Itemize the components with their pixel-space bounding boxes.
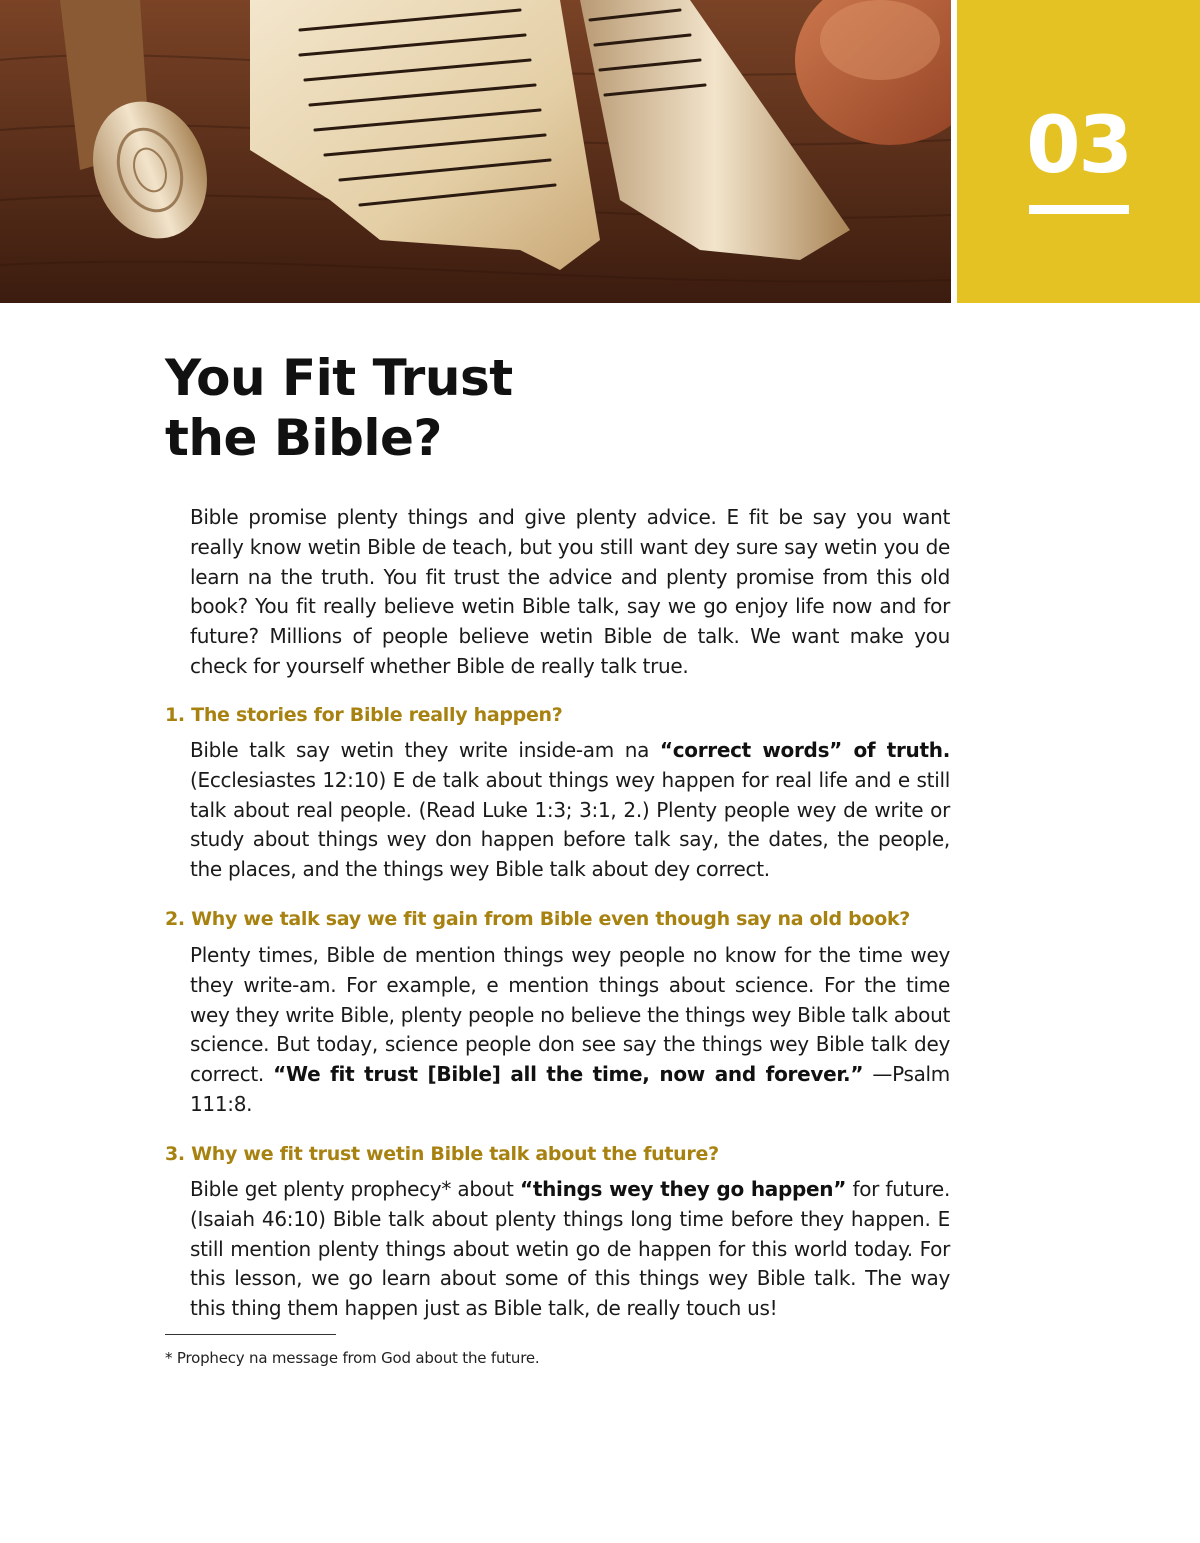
footnote: * Prophecy na message from God about the future. <box>165 1349 540 1367</box>
question-heading-3: 3. Why we fit trust wetin Bible talk about the future? <box>165 1143 719 1165</box>
answer-3-text-a: Bible get plenty prophecy* about <box>190 1177 520 1201</box>
answer-2-text-a: Plenty times, Bible de mention things wey people no know for the time wey they write-am. For example, e mention things about science. For the time wey they write Bible, plenty people no believe the things wey Bible talk about science. But today, science people don see say the things wey Bible talk dey correct. <box>190 943 950 1087</box>
lesson-number-underline <box>1029 205 1129 214</box>
answer-2-text-b: —Psalm 111:8. <box>190 1062 950 1116</box>
answer-paragraph-3 <box>190 1175 950 1324</box>
answer-1-emphasis: “correct words” of truth. <box>659 738 950 762</box>
page-title-line-1: You Fit Trust <box>165 349 513 407</box>
page-title <box>165 348 513 468</box>
hero-image-torah-scrolls <box>0 0 951 303</box>
torah-scroll-photo-icon <box>0 0 951 303</box>
answer-2-emphasis: “We fit trust [Bible] all the time, now and forever.” <box>273 1062 864 1087</box>
intro-paragraph: Bible promise plenty things and give plenty advice. E fit be say you want really know wetin Bible de teach, but you still want dey sure say wetin you de learn na the truth. You fit trust the advice and plenty promise from this old book? You fit really believe wetin Bible talk, say we go enjoy life now and for future? Millions of people believe wetin Bible de talk. We want make you check for yourself whether Bible de really talk true. <box>190 505 950 678</box>
answer-1-text-a: Bible talk say wetin they write inside-am na <box>190 738 660 762</box>
footnote-divider <box>165 1334 336 1335</box>
answer-3-text-b: for future. (Isaiah 46:10) Bible talk about plenty things long time before they happen. E still mention plenty things about wetin go de happen for this world today. For this lesson, we go learn about some of this things wey Bible talk. The way this thing them happen just as Bible talk, de really touch us! <box>190 1177 950 1321</box>
question-heading-2: 2. Why we talk say we fit gain from Bible even though say na old book? <box>165 908 911 930</box>
question-heading-1: 1. The stories for Bible really happen? <box>165 704 563 726</box>
answer-1-text-b: (Ecclesiastes 12:10) E de talk about things wey happen for real life and e still talk about real people. (Read Luke 1:3; 3:1, 2.) Plenty people wey de write or study about things wey don happen before talk say, the dates, the people, the places, and the things wey Bible talk about dey correct. <box>190 767 950 882</box>
answer-paragraph-1 <box>190 736 950 885</box>
answer-3-emphasis: “things wey they go happen” <box>519 1177 847 1201</box>
lesson-number: 03 <box>1026 101 1131 191</box>
answer-paragraph-2 <box>190 941 950 1120</box>
page-title-line-2: the Bible? <box>165 409 442 467</box>
lesson-number-badge <box>957 0 1200 303</box>
